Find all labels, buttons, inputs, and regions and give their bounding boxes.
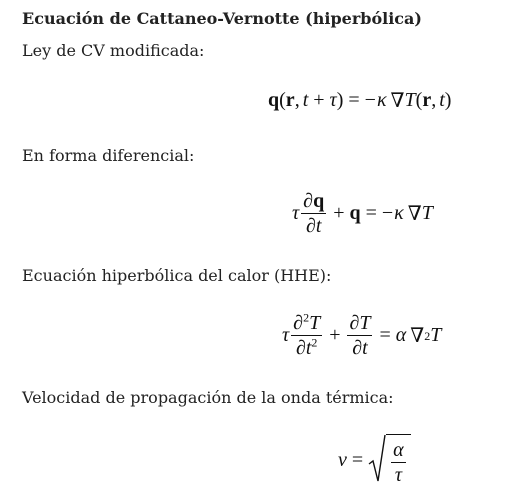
fraction-dT-dt: $\frac{\partial T}{\partial t}$ — [349, 312, 371, 359]
label-differential-form: En forma diferencial: — [22, 146, 195, 165]
heat-flux-symbol: q — [268, 89, 280, 111]
section-heading: Ecuación de Cattaneo-Vernotte (hiperbólica) — [22, 9, 422, 28]
equation-differential-form: τ $\frac{\partial q}{\partial t}$ + q = − κ ∇ T — [292, 190, 433, 237]
radical-sign-icon — [368, 434, 386, 486]
label-wave-velocity: Velocidad de propagación de la onda térmica: — [22, 388, 394, 407]
equation-hyperbolic-heat: τ $\frac{\partial^2T}{\partial t^2}$ + $\frac{\partial T}{\partial t}$ = α ∇ 2 T — [282, 310, 442, 359]
label-hyperbolic-heat-equation: Ecuación hiperbólica del calor (HHE): — [22, 266, 332, 285]
label-modified-cv-law: Ley de CV modificada: — [22, 41, 205, 60]
equation-wave-velocity: v = $\frac{\alpha}{\tau}$ — [338, 434, 411, 486]
equation-cv-law: q ( r , t + τ ) = − κ ∇ T ( r , t ) — [268, 89, 452, 112]
fraction-d2T-dt2: $\frac{\partial^2T}{\partial t^2}$ — [293, 310, 321, 359]
nabla-symbol: ∇ — [390, 90, 405, 112]
fraction-alpha-tau: $\frac{\alpha}{\tau}$ — [393, 439, 404, 486]
fraction-dq-dt: $\frac{\partial q}{\partial t}$ — [303, 190, 325, 237]
square-root — [368, 434, 411, 486]
